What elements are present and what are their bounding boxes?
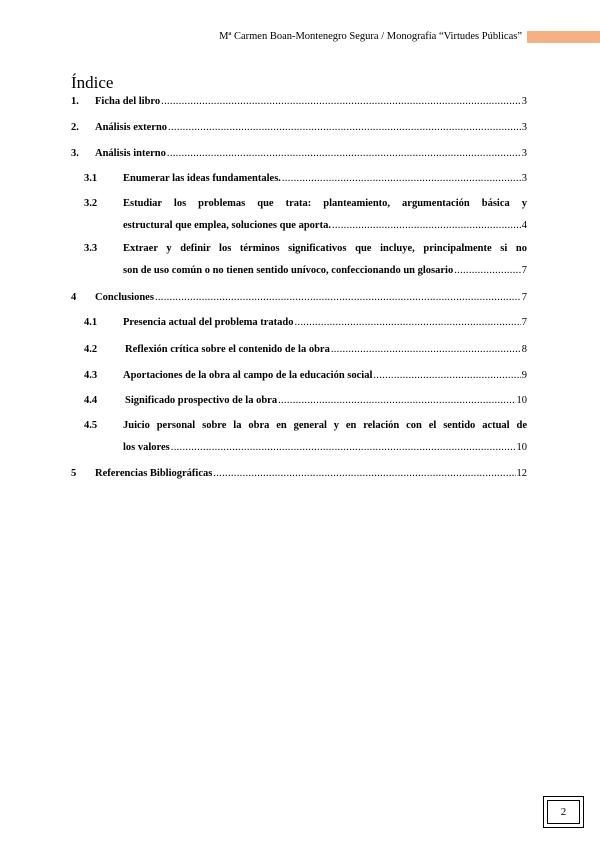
toc-entry[interactable]: [71, 463, 527, 485]
toc-title: Reflexión crítica sobre el contenido de la obra: [125, 344, 330, 355]
toc-entry[interactable]: [84, 312, 527, 334]
toc-number: 4: [71, 292, 77, 303]
toc-number: 1.: [71, 96, 79, 107]
toc-entry[interactable]: [84, 390, 527, 412]
toc-title: Juicio personal sobre la obra en general y en relación con el sentido actual de: [123, 420, 527, 431]
toc-number: 5: [71, 468, 77, 479]
toc-page: 7: [521, 317, 527, 328]
toc-entry[interactable]: [71, 287, 527, 309]
toc-entry[interactable]: [84, 339, 527, 361]
toc-entry[interactable]: [84, 415, 527, 459]
toc-number: 4.1: [84, 317, 98, 328]
page-number-box: [543, 796, 584, 828]
toc-page: 3: [521, 148, 527, 159]
toc-page: 7: [521, 265, 527, 276]
toc-entry[interactable]: [84, 238, 527, 282]
toc-page: 3: [521, 122, 527, 133]
toc-number: 3.1: [84, 173, 98, 184]
toc-title: Análisis externo: [95, 122, 168, 133]
toc-entry[interactable]: [84, 193, 527, 237]
toc-title-cont: los valores: [123, 442, 170, 453]
header-accent-bar: [527, 31, 600, 43]
toc-number: 2.: [71, 122, 79, 133]
page-number: 2: [547, 800, 580, 824]
toc-number: 3.2: [84, 198, 98, 209]
page-header: [0, 30, 600, 44]
toc-number: 4.3: [84, 370, 98, 381]
toc-page: 3: [521, 173, 527, 184]
toc-page: 3: [521, 96, 527, 107]
toc-entry[interactable]: [84, 365, 527, 387]
toc-title: Estudiar los problemas que trata: planteamiento, argumentación básica y: [123, 198, 527, 209]
toc-entry[interactable]: [71, 91, 527, 113]
toc-title: Enumerar las ideas fundamentales.: [123, 173, 281, 184]
toc-entry[interactable]: [71, 143, 527, 165]
toc-page: 9: [521, 370, 527, 381]
toc-number: 4.5: [84, 420, 98, 431]
toc-title: Análisis interno: [95, 148, 166, 159]
toc-title: Presencia actual del problema tratado: [123, 317, 294, 328]
toc-number: 4.2: [84, 344, 98, 355]
toc-entry[interactable]: [71, 117, 527, 139]
toc-number: 3.3: [84, 243, 98, 254]
header-text: Mª Carmen Boan-Montenegro Segura / Monografía “Virtudes Públicas”: [219, 31, 522, 42]
toc-number: 3.: [71, 148, 79, 159]
toc-page: 8: [521, 344, 527, 355]
toc-title-cont: estructural que emplea, soluciones que aporta.: [123, 220, 331, 231]
toc-title: Conclusiones: [95, 292, 154, 303]
toc-page: 4: [521, 220, 527, 231]
toc-title-cont: son de uso común o no tienen sentido unívoco, confeccionando un glosario: [123, 265, 454, 276]
toc-title: Significado prospectivo de la obra: [125, 395, 278, 406]
toc-page: 7: [521, 292, 527, 303]
page-title: Índice: [71, 73, 114, 92]
toc-title: Aportaciones de la obra al campo de la educación social: [123, 370, 373, 381]
toc-title: Ficha del libro: [95, 96, 161, 107]
toc-title: Referencias Bibliográficas: [95, 468, 213, 479]
toc-page: 10: [516, 442, 527, 453]
toc-entry[interactable]: [84, 168, 527, 190]
toc-page: 12: [516, 468, 527, 479]
toc-number: 4.4: [84, 395, 98, 406]
toc-title: Extraer y definir los términos significativos que incluye, principalmente si no: [123, 243, 527, 254]
toc-page: 10: [516, 395, 527, 406]
